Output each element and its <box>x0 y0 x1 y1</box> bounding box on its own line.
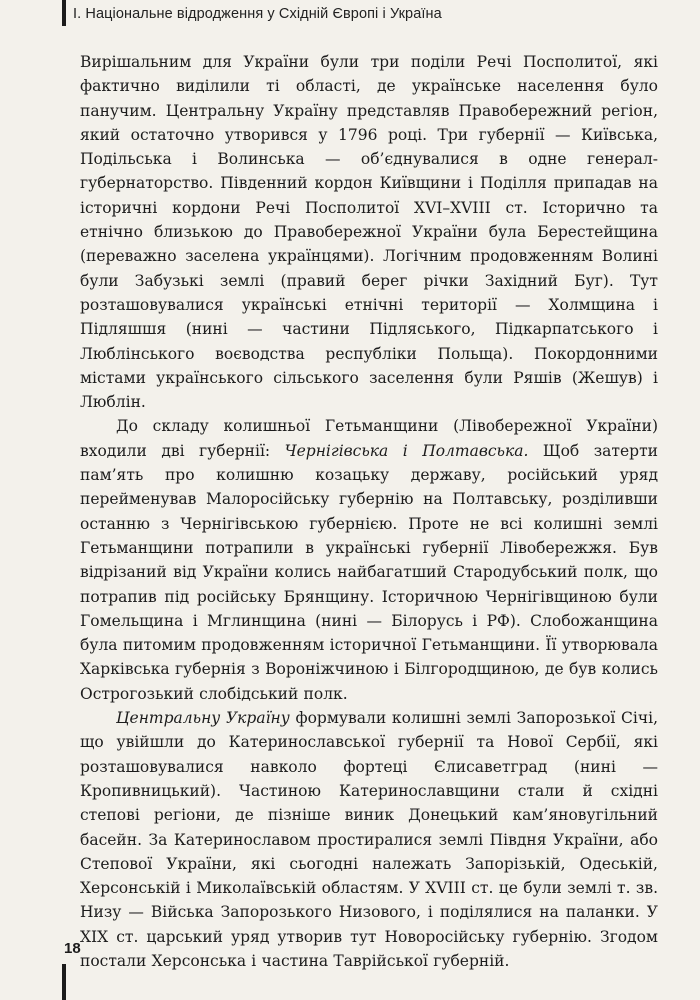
header-bar-decoration <box>62 0 66 26</box>
paragraph-2-text-start: До складу колишньої Гетьманщини (Лівобережної України) входили дві губернії: <box>80 417 658 460</box>
body-text <box>80 50 658 973</box>
paragraph-1 <box>80 50 658 414</box>
paragraph-3 <box>80 706 658 973</box>
paragraph-2-text-end: Щоб затерти пам’ять про колишню козацьку державу, російський уряд перейменував Малоросійську губернію на Полтавську, розділивши останню з Чернігівською губернією. Проте не всі колишні землі Гетьманщини потрапили в українські губернії Лівобережжя. Був відрізаний від України колись найбагатший Стародубський полк, що потрапив під російську Брянщину. Історичною Чернігівщиною були Гомельщина і Мглинщина (нині — Білорусь і РФ). Слобожанщина була питомим продовженням історичної Гетьманщини. Її утворювала Харківська губернія з Вороніжчиною і Білгородщиною, де був колись Острогозький слобідський полк. <box>80 441 658 703</box>
paragraph-1-text: Вирішальним для України були три поділи Речі Посполитої, які фактично виділили ті області, де українське населення було панучим. Центральну Україну представляв Правобережний регіон, який остаточно утворився у 1796 році. Три губернії — Київська, Подільська і Волинська — об’єднувалися в одне генерал-губернаторство. Південний кордон Київщини і Поділля припадав на історичні кордони Речі Посполитої XVI–XVIII ст. Історично та етнічно близькою до Правобережної України була Берестейщина (переважно заселена українцями). Логічним продовженням Волині були Забузькі землі (правий берег річки Західний Буг). Тут розташовувалися українські етнічні території — Холмщина і Підляшшя (нині — частини Підляського, Підкарпатського і Люблінського воєводства республіки Польща). Покордонними містами українського сільського заселення були Ряшів (Жешув) і Люблін. <box>80 53 658 412</box>
paragraph-3-emphasis: Центральну Україну <box>116 709 290 728</box>
footer-bar-decoration <box>62 964 66 1000</box>
page-number: 18 <box>64 940 81 957</box>
paragraph-3-text: формували колишні землі Запорозької Січі, що увійшли до Катеринославської губернії та Нової Сербії, які розташовувалися навколо фортеці Єлисаветград (нині — Кропивницький). Частиною Катеринославщини стали й східні степові регіони, де пізніше виник Донецький кам’яновугільний басейн. За Катеринославом простиралися землі Півдня України, або Степової України, які сьогодні належать Запорізькій, Одеській, Херсонській і Миколаївській областям. У XVIII ст. це були землі т. зв. Низу — Війська Запорозького Низового, і поділялися на паланки. У XIX ст. царський уряд утворив тут Новоросійську губернію. Згодом постали Херсонська і частина Таврійської губерній. <box>80 709 659 970</box>
running-header: І. Національне відродження у Східній Європі і Україна <box>73 6 442 22</box>
paragraph-2 <box>80 414 658 706</box>
paragraph-2-emphasis: Чернігівська і Полтавська. <box>284 441 529 460</box>
